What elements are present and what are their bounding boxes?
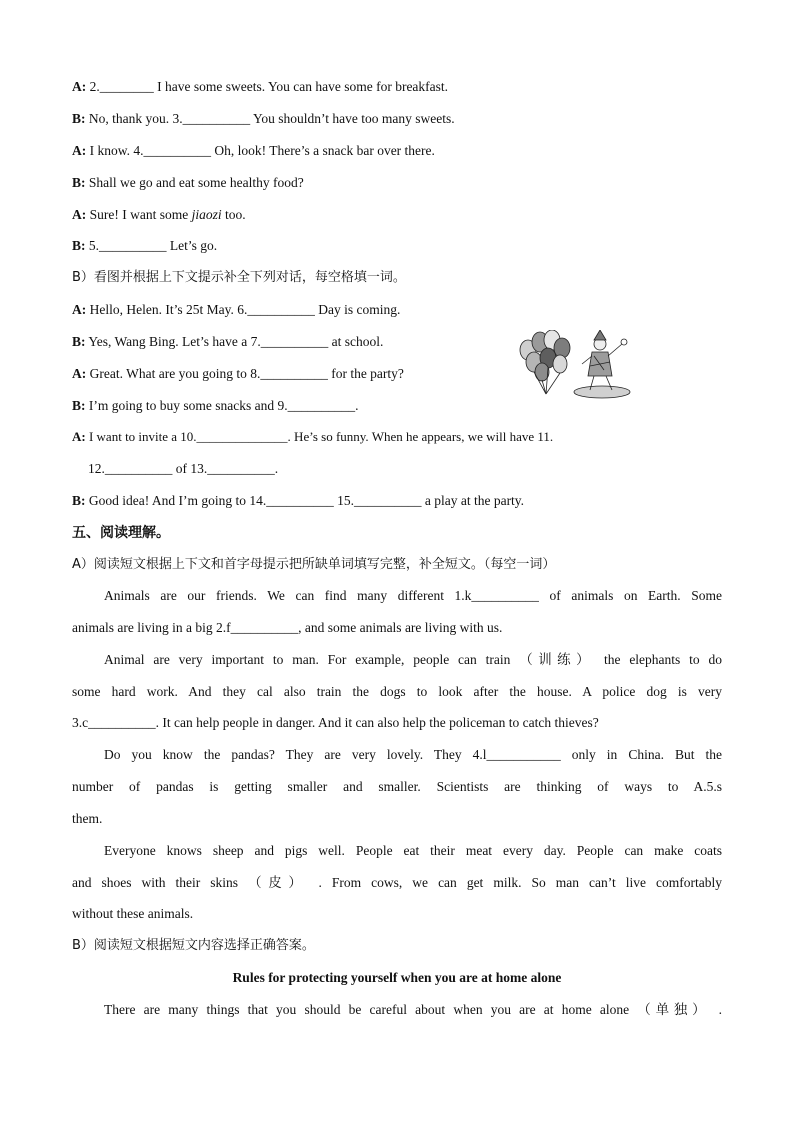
passage-line: and shoes with their skins （皮） . From cows, we can get milk. So man can’t live comfortably: [72, 875, 722, 890]
section-b2-heading: B）阅读短文根据短文内容选择正确答案。: [72, 938, 315, 953]
passage-line: number of pandas is getting smaller and smaller. Scientists are thinking of ways to A.5.s: [72, 779, 722, 794]
section-b-heading: B）看图并根据上下文提示补全下列对话，每空格填一词。: [72, 270, 406, 285]
dialogue-text: Yes, Wang Bing. Let’s have a 7.__________ at school.: [85, 334, 384, 349]
dialogue-text: Hello, Helen. It’s 25t May. 6.__________ Day is coming.: [86, 302, 401, 317]
article-title: Rules for protecting yourself when you are at home alone: [232, 970, 562, 985]
speaker-label: A:: [72, 302, 87, 317]
speaker-label: A:: [72, 429, 86, 444]
speaker-label: A:: [72, 143, 87, 158]
dialogue-line: [72, 142, 435, 160]
speaker-label: B:: [72, 398, 86, 413]
passage-line: Animal are very important to man. For example, people can train （训练） the elephants to do: [104, 652, 722, 667]
dialogue-line: [72, 78, 448, 96]
dialogue-line: [72, 397, 358, 415]
balloons-icon: [520, 330, 570, 394]
speaker-label: B:: [72, 238, 86, 253]
dialogue-line: [72, 365, 404, 383]
dialogue-text: 5.__________ Let’s go.: [85, 238, 218, 253]
clown-icon: [574, 330, 630, 398]
speaker-label: B:: [72, 334, 86, 349]
dialogue-text: I want to invite a 10.______________. He’s so funny. When he appears, we will have 11.: [85, 429, 554, 444]
speaker-label: A:: [72, 366, 87, 381]
passage-line: Do you know the pandas? They are very lovely. They 4.l___________ only in China. But the: [104, 747, 722, 762]
italic-word: jiaozi: [191, 207, 222, 222]
dialogue-text-after: too.: [221, 207, 246, 222]
article-line: There are many things that you should be careful about when you are at home alone （单独） .: [104, 1002, 722, 1017]
dialogue-line: [72, 206, 246, 224]
speaker-label: B:: [72, 175, 86, 190]
dialogue-text: 2.________ I have some sweets. You can have some for breakfast.: [86, 79, 449, 94]
dialogue-line: [72, 174, 304, 192]
balloons-and-clown-illustration: [516, 330, 636, 400]
dialogue-text: Sure! I want some: [86, 207, 192, 222]
dialogue-line: [72, 333, 383, 351]
dialogue-continuation: 12.__________ of 13.__________.: [88, 461, 279, 476]
speaker-label: A:: [72, 207, 87, 222]
dialogue-text: Good idea! And I’m going to 14.__________ 15.__________ a play at the party.: [85, 493, 525, 508]
passage-line: animals are living in a big 2.f__________, and some animals are living with us.: [72, 620, 503, 635]
dialogue-text: No, thank you. 3.__________ You shouldn’t have too many sweets.: [85, 111, 455, 126]
section-5-heading: 五、阅读理解。: [72, 525, 170, 541]
dialogue-line: [72, 110, 455, 128]
dialogue-line: [72, 301, 400, 319]
passage-line: 3.c__________. It can help people in danger. And it can also help the policeman to catch thieves?: [72, 715, 599, 730]
dialogue-text: Great. What are you going to 8.__________ for the party?: [86, 366, 404, 381]
dialogue-line: [72, 428, 553, 446]
dialogue-line: [72, 492, 524, 510]
speaker-label: B:: [72, 493, 86, 508]
section-a-heading: A）阅读短文根据上下文和首字母提示把所缺单词填写完整，补全短文。（每空一词）: [72, 557, 556, 572]
speaker-label: B:: [72, 111, 86, 126]
dialogue-text: I’m going to buy some snacks and 9.__________.: [85, 398, 359, 413]
dialogue-text: Shall we go and eat some healthy food?: [85, 175, 304, 190]
passage-line: them.: [72, 811, 103, 826]
dialogue-text: I know. 4.__________ Oh, look! There’s a snack bar over there.: [86, 143, 435, 158]
passage-line: Animals are our friends. We can find many different 1.k__________ of animals on Earth. Some: [104, 588, 722, 603]
dialogue-line: [72, 237, 217, 255]
passage-line: Everyone knows sheep and pigs well. People eat their meat every day. People can make coats: [104, 843, 722, 858]
speaker-label: A:: [72, 79, 87, 94]
passage-line: some hard work. And they cal also train the dogs to look after the house. A police dog is very: [72, 684, 722, 699]
passage-line: without these animals.: [72, 906, 194, 921]
